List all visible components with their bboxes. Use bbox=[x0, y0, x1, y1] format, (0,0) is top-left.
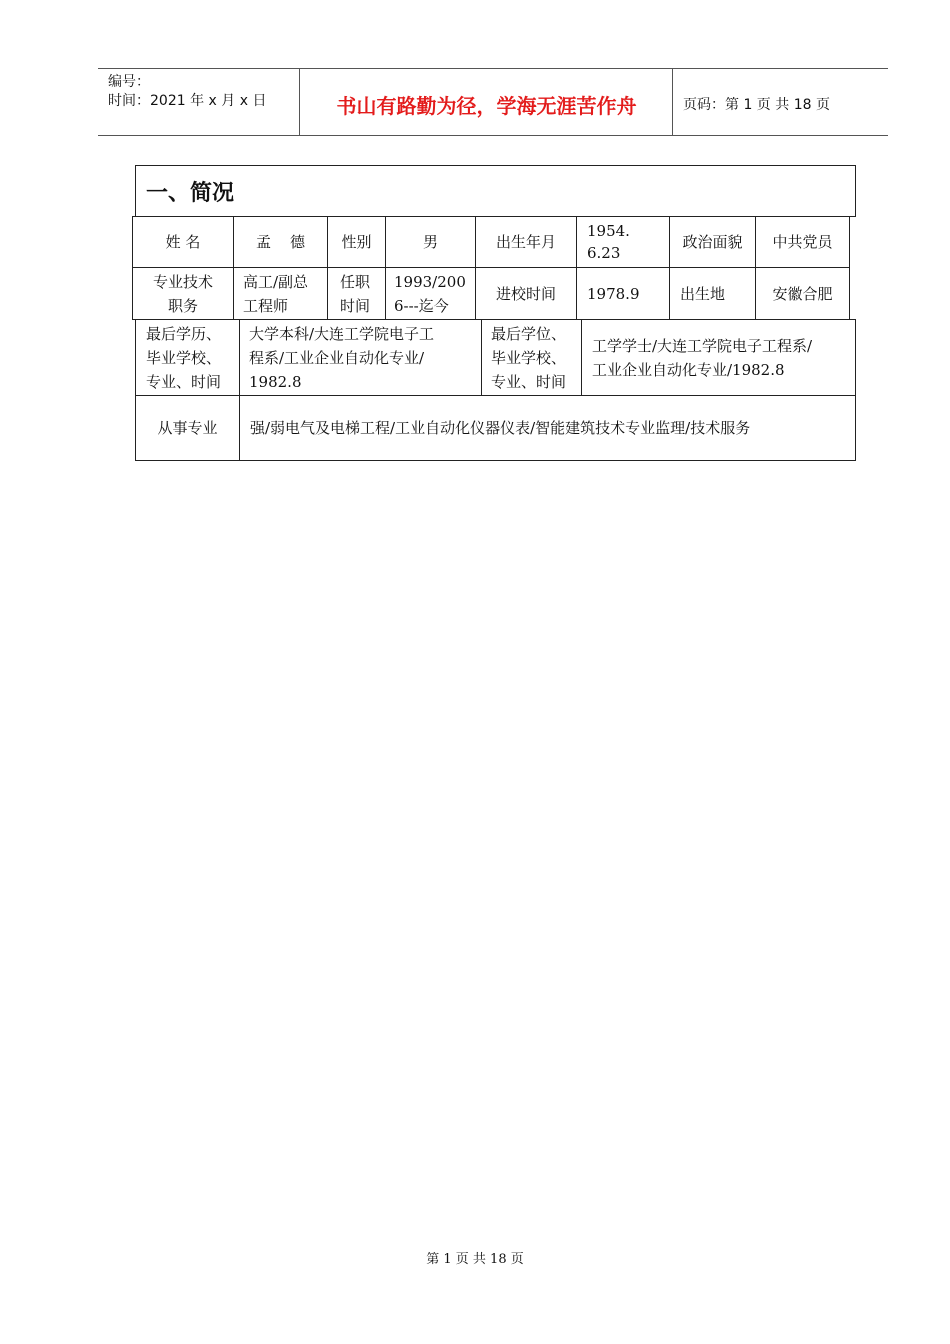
major-label: 从事专业 bbox=[135, 395, 240, 461]
education-value: 大学本科/大连工学院电子工 程系/工业企业自动化专业/ 1982.8 bbox=[239, 319, 482, 396]
enroll-value: 1978.9 bbox=[576, 267, 670, 320]
header-bottom-rule bbox=[98, 135, 888, 136]
tenure-value: 1993/200 6---迄今 bbox=[385, 267, 476, 320]
header-top-rule bbox=[98, 68, 888, 69]
political-value: 中共党员 bbox=[755, 216, 850, 268]
enroll-label: 进校时间 bbox=[475, 267, 577, 320]
political-label: 政治面貌 bbox=[669, 216, 756, 268]
gender-value: 男 bbox=[385, 216, 476, 268]
title-label: 专业技术 职务 bbox=[132, 267, 234, 320]
title-value: 高工/副总 工程师 bbox=[233, 267, 328, 320]
education-label: 最后学历、 毕业学校、 专业、时间 bbox=[135, 319, 240, 396]
header-motto: 书山有路勤为径，学海无涯苦作舟 bbox=[336, 94, 637, 118]
birth-label: 出生年月 bbox=[475, 216, 577, 268]
gender-label: 性别 bbox=[327, 216, 386, 268]
birthplace-label: 出生地 bbox=[669, 267, 756, 320]
header-page-label: 页码：第 1 页 共 18 页 bbox=[683, 97, 830, 113]
birthplace-value: 安徽合肥 bbox=[755, 267, 850, 320]
major-value: 强/弱电气及电梯工程/工业自动化仪器仪表/智能建筑技术专业监理/技术服务 bbox=[239, 395, 856, 461]
name-value: 孟 德 bbox=[233, 216, 328, 268]
degree-value: 工学学士/大连工学院电子工程系/ 工业企业自动化专业/1982.8 bbox=[581, 319, 856, 396]
doc-number-label: 编号： bbox=[108, 74, 150, 90]
degree-label: 最后学位、 毕业学校、 专业、时间 bbox=[481, 319, 582, 396]
section-title: 一、简况 bbox=[135, 165, 856, 217]
doc-time-label: 时间：2021 年 x 月 x 日 bbox=[108, 93, 267, 109]
tenure-label: 任职 时间 bbox=[327, 267, 386, 320]
birth-value: 1954. 6.23 bbox=[576, 216, 670, 268]
page-footer: 第 1 页 共 18 页 bbox=[426, 1252, 524, 1267]
name-label: 姓 名 bbox=[132, 216, 234, 268]
